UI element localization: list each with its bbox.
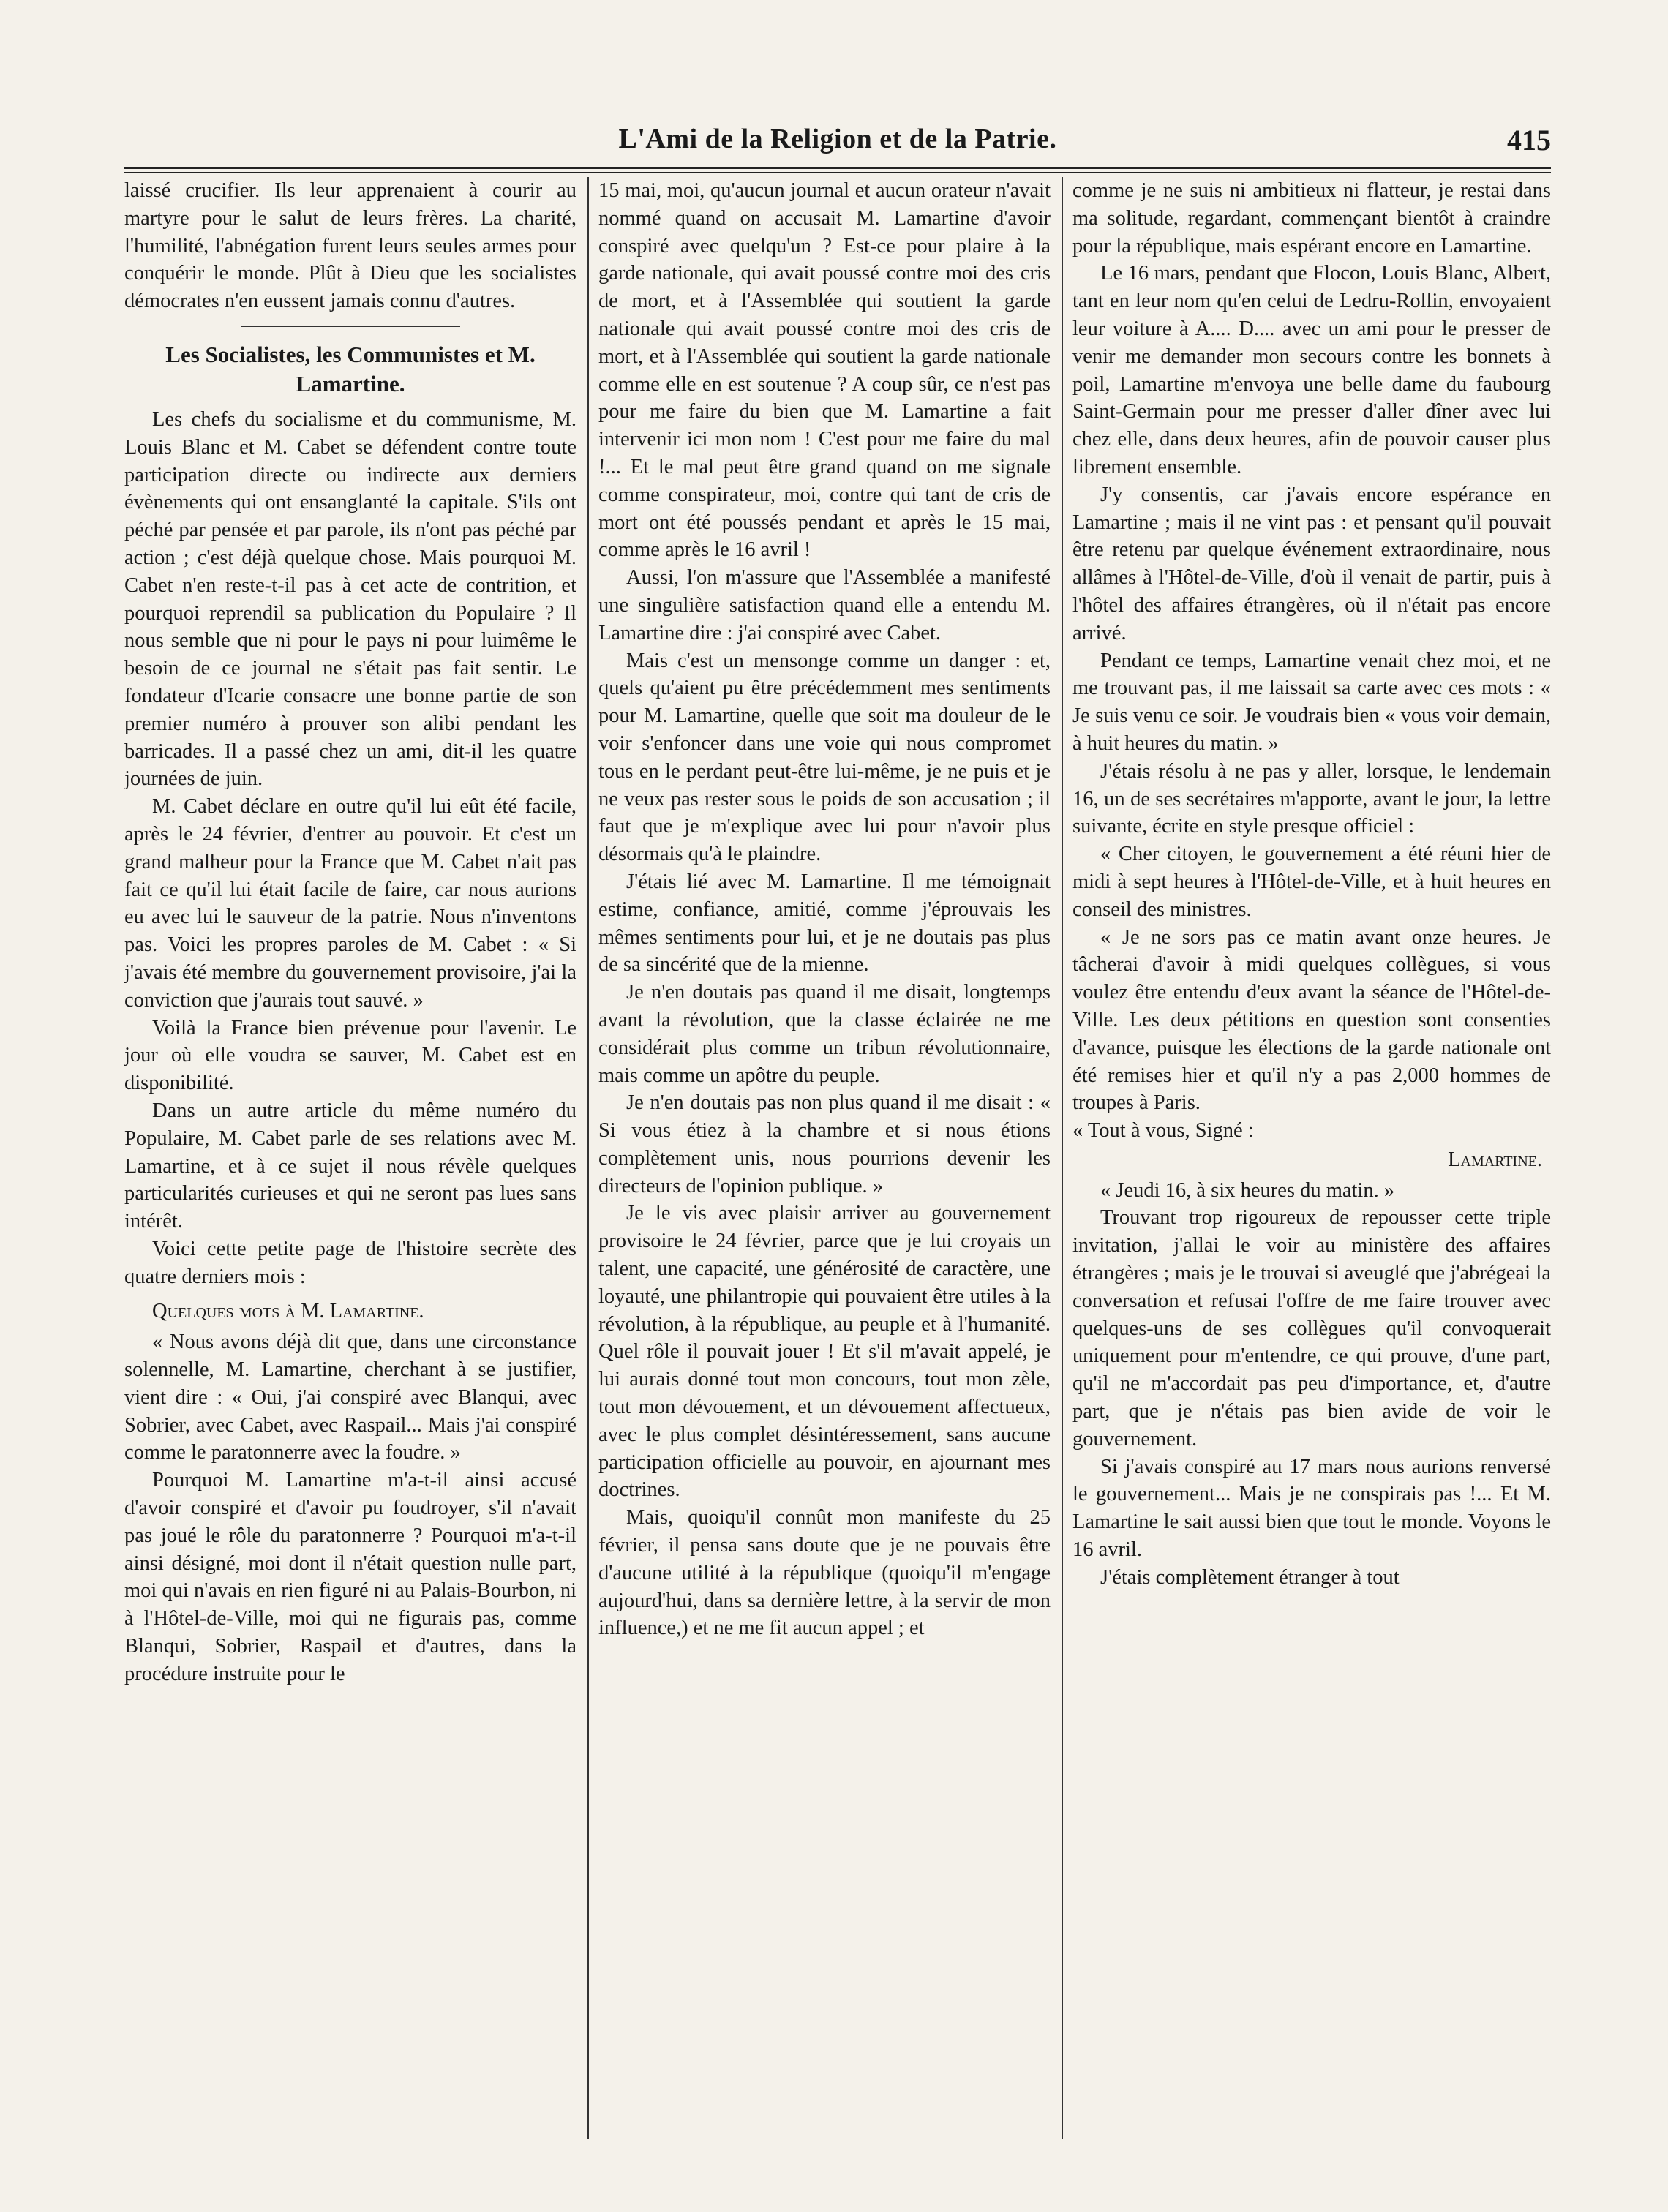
paragraph: Si j'avais conspiré au 17 mars nous aurions renversé le gouvernement... Mais je ne conspirais pas !... Et M. Lamartine le sait aussi bien que tout le monde. Voyons le 16 avril. [1072, 1455, 1551, 1562]
paragraph: J'étais complètement étranger à tout [1100, 1565, 1400, 1589]
column-2 [598, 177, 1051, 2139]
column-separator [587, 177, 589, 2139]
paragraph: Je n'en doutais pas quand il me disait, longtemps avant la révolution, que la classe éclairée ne me considérait plus comme un tribun révolutionnaire, mais comme un apôtre du peuple. [598, 981, 1051, 1087]
paragraph: « Cher citoyen, le gouvernement a été réuni hier de midi à sept heures à l'Hôtel-de-Ville, et à huit heures en conseil des ministres. [1072, 843, 1551, 921]
paragraph: « Jeudi 16, à six heures du matin. » [1100, 1178, 1395, 1202]
paragraph: Les chefs du socialisme et du communisme, M. Louis Blanc et M. Cabet se défendent contre toute participation directe ou indirecte aux derniers évènements qui ont ensanglanté la capitale. S'ils ont péché par pensée et par parole, ils n'ont pas péché par action ; c'est déjà quelque chose. Mais pourquoi M. Cabet n'en reste-t-il pas à cet acte de contrition, et pourquoi reprendil sa publication du Populaire ? Il nous semble que ni pour le pays ni pour luimême le besoin de ce journal ne s'était pas fait sentir. Le fondateur d'Icarie consacre une bonne partie de son premier numéro à prouver son alibi pendant les barricades. Il a passé chez un ami, dit-il les quatre journées de juin. [124, 407, 576, 791]
header-rule [124, 167, 1551, 173]
page-number: 415 [1507, 124, 1551, 157]
paragraph: Trouvant trop rigoureux de repousser cette triple invitation, j'allai le voir au ministère des affaires étrangères ; mais je le trouvai si aveuglé que j'abrégeai la conversation et refusai l'offre de me faire trouver avec quelques-uns de ses collègues qu'il convoquerait uniquement pour m'entendre, ce qui prouve, d'une part, qu'il ne m'accordait pas peu d'importance, et, d'autre part, que je n'étais pas bien avide de voir le gouvernement. [1072, 1206, 1551, 1451]
paragraph: M. Cabet déclare en outre qu'il lui eût été facile, après le 24 février, d'entrer au pouvoir. Et c'est un grand malheur pour la France que M. Cabet n'ait pas fait ce qu'il lui était facile de faire, car nous aurions eu avec lui le sauveur de la patrie. Nous n'inventons pas. Voici les propres paroles de M. Cabet : « Si j'avais été membre du gouvernement provisoire, j'ai la conviction que j'aurais tout sauvé. » [124, 795, 576, 1012]
column-separator [1062, 177, 1063, 2139]
paragraph: J'étais résolu à ne pas y aller, lorsque, le lendemain 16, un de ses secrétaires m'apporte, avant le jour, la lettre suivante, écrite en style presque officiel : [1072, 759, 1551, 838]
paragraph: J'y consentis, car j'avais encore espérance en Lamartine ; mais il ne vint pas : et pensant qu'il pouvait être retenu par quelque événement extraordinaire, nous allâmes à l'Hôtel-de-Ville, d'où il venait de partir, puis à l'hôtel des affaires étrangères, où il n'était pas encore arrivé. [1072, 483, 1551, 644]
paragraph: Mais c'est un mensonge comme un danger : et, quels qu'aient pu être précédemment mes sentiments pour M. Lamartine, quelle que soit ma douleur de le voir s'enfoncer dans une voie qui nous compromet tous en le perdant peut-être lui-même, je ne puis et je ne veux pas rester sous le poids de son accusation ; il faut que je m'explique avec lui pour n'avoir plus désormais qu'à le plaindre. [598, 649, 1051, 866]
paragraph: laissé crucifier. Ils leur apprenaient à courir au martyre pour le salut de leurs frères. La charité, l'humilité, l'abnégation furent leurs seules armes pour conquérir le monde. Plût à Dieu que les socialistes démocrates n'en eussent jamais connu d'autres. [124, 179, 576, 313]
column-1 [124, 177, 576, 2139]
paragraph: Le 16 mars, pendant que Flocon, Louis Blanc, Albert, tant en leur nom qu'en celui de Ledru-Rollin, envoyaient leur voiture à A.... D.... avec un ami pour le presser de venir me demander mon secours contre les bonnets à poil, Lamartine m'envoya une belle dame du faubourg Saint-Germain pour me presser d'aller dîner avec lui chez elle, dans deux heures, afin de pouvoir causer plus librement ensemble. [1072, 262, 1551, 478]
paragraph: Pendant ce temps, Lamartine venait chez moi, et ne me trouvant pas, il me laissait sa carte avec ces mots : « Je suis venu ce soir. Je voudrais bien « vous voir demain, à huit heures du matin. » [1072, 649, 1551, 755]
running-title: L'Ami de la Religion et de la Patrie. [618, 124, 1057, 154]
paragraph: Pourquoi M. Lamartine m'a-t-il ainsi accusé d'avoir conspiré et d'avoir pu foudroyer, s'il n'avait pas joué le rôle du paratonnerre ? Pourquoi m'a-t-il ainsi désigné, moi dont il n'était question nulle part, moi qui n'avais en rien figuré ni au Palais-Bourbon, ni à l'Hôtel-de-Ville, moi qui ne figurais pas, comme Blanqui, Sobrier, Raspail et d'autres, dans la procédure instruite pour le [124, 1469, 576, 1685]
paragraph: Dans un autre article du même numéro du Populaire, M. Cabet parle de ses relations avec M. Lamartine, et à ce sujet il nous révèle quelques particularités curieuses et qui ne seront pas lues sans intérêt. [124, 1099, 576, 1233]
paragraph: « Nous avons déjà dit que, dans une circonstance solennelle, M. Lamartine, cherchant à se justifier, vient dire : « Oui, j'ai conspiré avec Blanqui, avec Sobrier, avec Cabet, avec Raspail... Mais j'ai conspiré comme le paratonnerre avec la foudre. » [124, 1331, 576, 1464]
text-columns [124, 177, 1551, 2139]
page-header [124, 123, 1551, 167]
paragraph: Voilà la France bien prévenue pour l'avenir. Le jour où elle voudra se sauver, M. Cabet est en disponibilité. [124, 1016, 576, 1095]
paragraph: 15 mai, moi, qu'aucun journal et aucun orateur n'avait nommé quand on accusait M. Lamartine d'avoir conspiré avec quelqu'un ? Est-ce pour plaire à la garde nationale, qui avait poussé contre moi des cris de mort, et à l'Assemblée qui soutient la garde nationale qui avait poussé contre moi des cris de mort, et à l'Assemblée qui soutient la garde nationale comme elle en est soutenue ? A coup sûr, ce n'est pas pour me faire du bien que M. Lamartine a fait intervenir ici mon nom ! C'est pour me faire du mal !... Et le mal peut être grand quand on me signale comme conspirateur, moi, contre qui tant de cris de mort ont été poussés pendant et après le 15 mai, comme après le 16 avril ! [598, 179, 1051, 562]
section-divider [241, 326, 460, 327]
sign-line: « Tout à vous, Signé : [1072, 1119, 1254, 1143]
paragraph: « Je ne sors pas ce matin avant onze heures. Je tâcherai d'avoir à midi quelques collègues, si vous voulez être entendu d'eux avant la séance de l'Hôtel-de-Ville. Les deux pétitions en question sont consenties d'avance, puisque les élections de la garde nationale ont été remises hier et qu'il n'y a pas 2,000 hommes de troupes à Paris. [1072, 925, 1551, 1115]
letter-subheading: Quelques mots à M. Lamartine. [152, 1300, 424, 1323]
paragraph: Je le vis avec plaisir arriver au gouvernement provisoire le 24 février, parce que je lui croyais un talent, une capacité, une générosité de caractère, une loyauté, une philantropie qui pouvaient être utiles à la révolution, à la république, au peuple et à l'humanité. Quel rôle il pouvait jouer ! Et s'il m'avait appelé, je lui aurais donné tout mon concours, tout mon zèle, tout mon dévouement, et un dévouement affectueux, avec le plus complet désintéressement, sans aucune participation officielle au pouvoir, en ajournant mes doctrines. [598, 1202, 1051, 1502]
column-3 [1072, 177, 1551, 2139]
article-heading: Les Socialistes, les Communistes et M. Lamartine. [165, 341, 536, 396]
paragraph: Voici cette petite page de l'histoire secrète des quatre derniers mois : [124, 1237, 576, 1288]
signature: Lamartine. [1448, 1148, 1542, 1171]
paragraph: Je n'en doutais pas non plus quand il me disait : « Si vous étiez à la chambre et si nous étions complètement unis, nous pourrions devenir les directeurs de l'opinion publique. » [598, 1091, 1051, 1197]
paragraph: J'étais lié avec M. Lamartine. Il me témoignait estime, confiance, amitié, comme j'éprouvais les mêmes sentiments pour lui, et je ne doutais pas plus de sa sincérité que de la mienne. [598, 870, 1051, 977]
paragraph: Mais, quoiqu'il connût mon manifeste du 25 février, il pensa sans doute que je ne pouvais être d'aucune utilité à la république (quoiqu'il m'engage aujourd'hui, dans sa dernière lettre, à la servir de mon influence,) et ne me fit aucun appel ; et [598, 1506, 1051, 1640]
paragraph: Aussi, l'on m'assure que l'Assemblée a manifesté une singulière satisfaction quand elle a entendu M. Lamartine dire : j'ai conspiré avec Cabet. [598, 566, 1051, 644]
paragraph: comme je ne suis ni ambitieux ni flatteur, je restai dans ma solitude, regardant, commençant bientôt à craindre pour la république, mais espérant encore en Lamartine. [1072, 179, 1551, 257]
